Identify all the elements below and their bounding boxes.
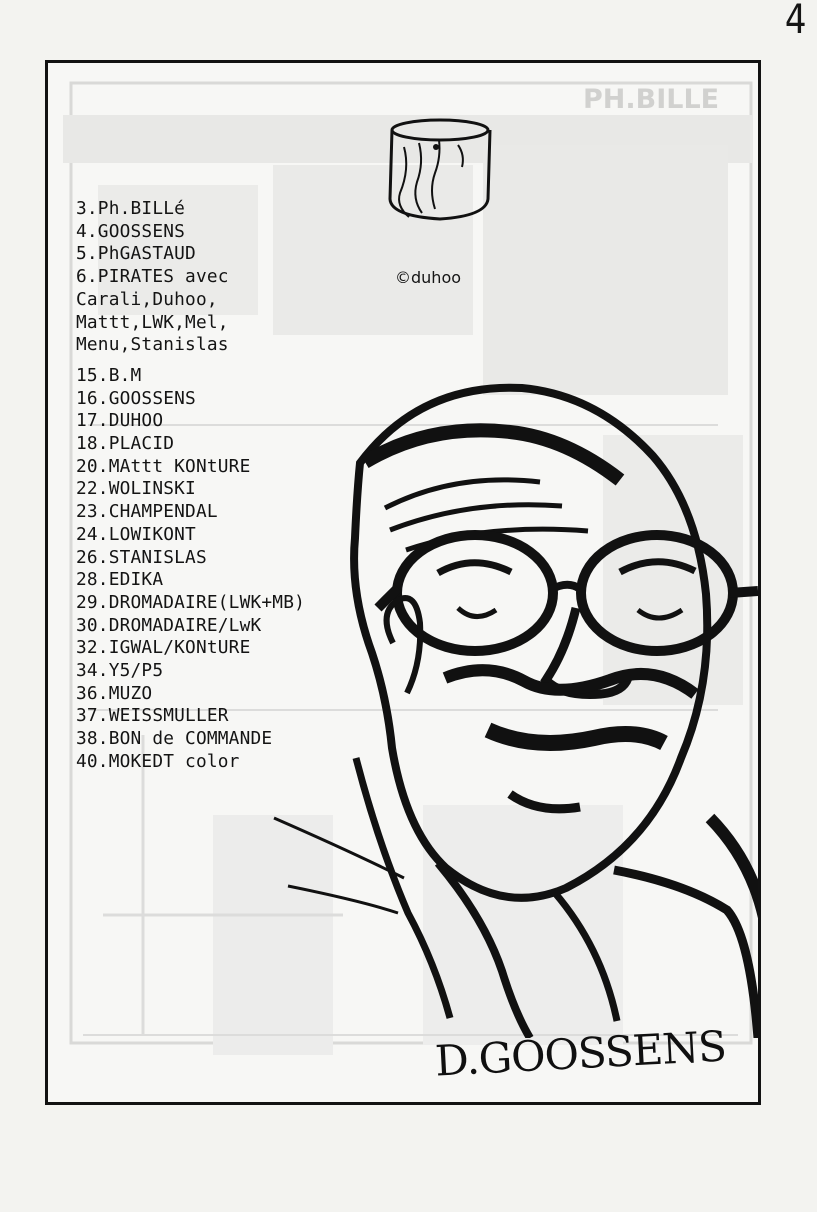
toc-item: 18.PLACID [76,433,175,455]
toc-item: 32.IGWAL/KONtURE [76,637,251,659]
toc-item: Menu,Stanislas [76,334,229,356]
toc-item: 15.B.M [76,364,142,386]
toc-item: 24.LOWIKONT [76,523,196,545]
artist-signature: D.GOOSSENS [433,1021,727,1086]
toc-item: 16.GOOSSENS [76,387,196,409]
toc-item: 17.DUHOO [76,410,164,432]
copyright-credit: ©duhoo [395,268,462,287]
toc-gap [76,357,406,365]
toc-item: 22.WOLINSKI [76,478,196,500]
toc-item: 36.MUZO [76,682,153,704]
ghost-header-text: PH.BILLE [583,84,720,115]
toc-item: 6.PIRATES avec [76,266,229,288]
toc-item: Carali,Duhoo, [76,288,218,310]
toc-item: 29.DROMADAIRE(LWK+MB) [76,591,306,613]
toc-item: 4.GOOSSENS [76,220,186,242]
toc-item: 30.DROMADAIRE/LwK [76,614,262,636]
toc-item: 28.EDIKA [76,569,164,591]
toc-item: 26.STANISLAS [76,546,207,568]
toc-item: 5.PhGASTAUD [76,243,196,265]
toc-item: 37.WEISSMULLER [76,705,229,727]
toc-item: 40.MOKEDT color [76,750,240,772]
toc-item: 34.Y5/P5 [76,660,164,682]
toc-item: 20.MAttt KONtURE [76,455,251,477]
table-of-contents [76,198,406,774]
page-frame [45,60,761,1105]
toc-item: 3.Ph.BILLé [76,198,186,219]
toc-item: 38.BON de COMMANDE [76,728,273,750]
page-number: 4 [784,0,807,43]
toc-item: 23.CHAMPENDAL [76,501,218,523]
toc-item: Mattt,LWK,Mel, [76,311,229,333]
